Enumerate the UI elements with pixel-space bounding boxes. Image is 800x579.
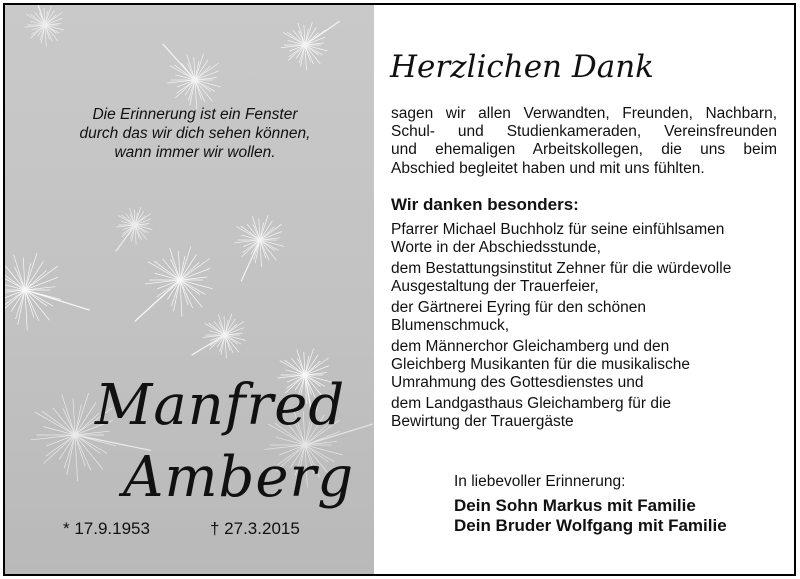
list-item-line: Pfarrer Michael Buchholz für seine einfühlsamen — [391, 221, 725, 238]
family-signature: Dein Sohn Markus mit Familie — [454, 496, 696, 515]
list-item-line: Gleichberg Musikanten für die musikalische — [391, 356, 690, 373]
quote-line: wann immer wir wollen. — [114, 144, 276, 161]
list-item-line: Ausgestaltung der Trauerfeier, — [391, 278, 599, 295]
list-item — [391, 299, 786, 335]
dandelion-seed — [234, 216, 283, 281]
list-item — [391, 221, 786, 257]
quote-line: durch das wir dich sehen können, — [79, 125, 311, 142]
memory-line: In liebevoller Erinnerung: — [454, 473, 626, 490]
memorial-photo-panel — [5, 5, 374, 574]
list-item-line: der Gärtnerei Eyring für den schönen — [391, 299, 647, 316]
dandelion-seed — [25, 5, 64, 46]
intro-line: sagen wir allen Verwandten, Freunden, Nachbarn, — [391, 105, 777, 122]
dandelion-seed — [5, 253, 89, 330]
dandelion-seed — [281, 22, 339, 70]
list-item-line: dem Männerchor Gleichamberg und den — [391, 338, 670, 355]
list-item-line: dem Bestattungsinstitut Zehner für die würdevolle — [391, 260, 732, 277]
list-item — [391, 395, 786, 431]
dandelion-seed — [116, 208, 152, 251]
list-item-line: Umrahmung des Gottesdienstes und — [391, 374, 644, 391]
obituary-card — [3, 3, 796, 576]
list-item-line: Blumenschmuck, — [391, 317, 510, 334]
dandelion-seed — [163, 44, 221, 109]
thank-you-panel — [374, 5, 794, 574]
intro-line: Schul- und Studienkameraden, Vereinsfreunden — [391, 123, 777, 141]
intro-line: und ehemaligen Arbeitskollegen, die uns beim — [391, 141, 777, 159]
dandelion-seed — [135, 247, 212, 321]
list-item-line: Worte in der Abschiedsstunde, — [391, 239, 601, 256]
family-signatures — [454, 496, 727, 536]
list-item-line: dem Landgasthaus Gleichamberg für die — [391, 395, 672, 412]
intro-line: Abschied begleitet haben und mit uns fühlten. — [391, 159, 705, 177]
quote-line: Die Erinnerung ist ein Fenster — [92, 106, 298, 123]
death-date: † 27.3.2015 — [210, 519, 300, 538]
memorial-quote — [45, 105, 345, 162]
list-item-line: Bewirtung der Trauergäste — [391, 413, 574, 430]
birth-date: * 17.9.1953 — [63, 519, 150, 538]
page-title: Herzlichen Dank — [390, 49, 654, 85]
special-thanks-list — [391, 221, 786, 434]
deceased-first-name: Manfred — [95, 373, 346, 438]
family-signature: Dein Bruder Wolfgang mit Familie — [454, 516, 727, 535]
dandelion-seed — [192, 314, 245, 358]
special-thanks-heading: Wir danken besonders: — [391, 195, 579, 214]
list-item — [391, 338, 786, 392]
list-item — [391, 260, 786, 296]
intro-paragraph — [391, 105, 777, 178]
deceased-last-name: Amberg — [123, 445, 355, 510]
